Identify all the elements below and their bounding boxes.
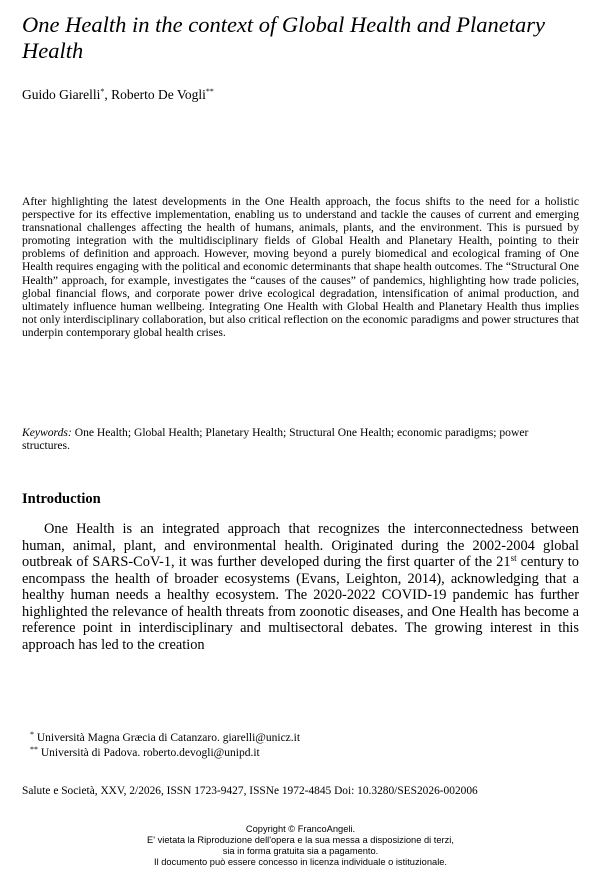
footnote-mark: * — [30, 730, 34, 739]
author-name: Guido Giarelli — [22, 87, 101, 102]
footnote-mark: ** — [205, 87, 214, 96]
footnote — [30, 731, 300, 746]
copyright-line: Copyright © FrancoAngeli. — [245, 824, 356, 834]
copyright-line: E' vietata la Riproduzione dell'opera e la sua messa a disposizione di terzi, — [147, 835, 454, 845]
paper-title: One Health in the context of Global Health and Planetary Health — [22, 12, 546, 63]
author-separator: , — [104, 87, 112, 102]
footnote — [30, 746, 300, 761]
copyright-notice — [22, 824, 579, 868]
footnotes — [30, 731, 300, 761]
author-line — [22, 86, 214, 104]
footnote-mark: ** — [30, 745, 38, 754]
keywords — [22, 426, 579, 452]
footnote-text: Università Magna Græcia di Catanzaro. giarelli@unicz.it — [34, 732, 301, 744]
abstract: After highlighting the latest developments in the One Health approach, the focus shifts to the need for a holistic perspective for its effective implementation, enabling us to understand and tackle the causes of current and emerging transnational challenges affecting the health of humans, animals, plants, and the environment. This is pursued by promoting integration with the multidisciplinary fields of Global Health and Planetary Health, pointing to their problems of definition and approach. However, moving beyond a purely biomedical and ecological framing of One Health requires engaging with the political and economic determinants that shape health outcomes. The “Structural One Health” approach, for example, investigates the “causes of the causes” of pandemics, highlighting how trade policies, global financial flows, and corporate power drive ecological degradation, intensification of animal production, and ultimately influence human wellbeing. Integrating One Health with Global Health and Planetary Health thus implies not only interdisciplinary collaboration, but also critical reflection on the economic paradigms and power structures that underpin contemporary global health crises. — [22, 195, 579, 339]
keywords-text: One Health; Global Health; Planetary Health; Structural One Health; economic paradigms; power structures. — [22, 426, 529, 453]
paragraph-text: One Health is an integrated approach that recognizes the interconnectedness between human, animal, plant, and environmental health. Originated during the 2002-2004 global outbreak of SARS-CoV-1, it was further developed during the first quarter of the 21 — [22, 521, 579, 570]
footnote-text: Università di Padova. roberto.devogli@unipd.it — [38, 747, 260, 759]
copyright-line: Il documento può essere concesso in licenza individuale o istituzionale. — [153, 857, 448, 867]
paragraph-text: century to encompass the health of broader ecosystems (Evans, Leighton, 2014), acknowledging that a healthy human needs a healthy ecosystem. The 2020-2022 COVID-19 pandemic has further highlighted the relevance of health threats from zoonotic diseases, and One Health has become a reference point in interdisciplinary and multisectoral debates. The growing interest in this approach has led to the creation — [22, 554, 579, 653]
footnote-mark: * — [100, 87, 105, 96]
keywords-label: Keywords: — [22, 426, 72, 439]
introduction-paragraph — [22, 521, 579, 653]
author-name: Roberto De Vogli — [111, 87, 206, 102]
ordinal-suffix: st — [510, 553, 517, 563]
journal-citation: Salute e Società, XXV, 2/2026, ISSN 1723-9427, ISSNe 1972-4845 Doi: 10.3280/SES2026-002006 — [22, 785, 478, 797]
section-heading: Introduction — [22, 491, 101, 507]
copyright-line: sia in forma gratuita sia a pagamento. — [222, 846, 379, 856]
